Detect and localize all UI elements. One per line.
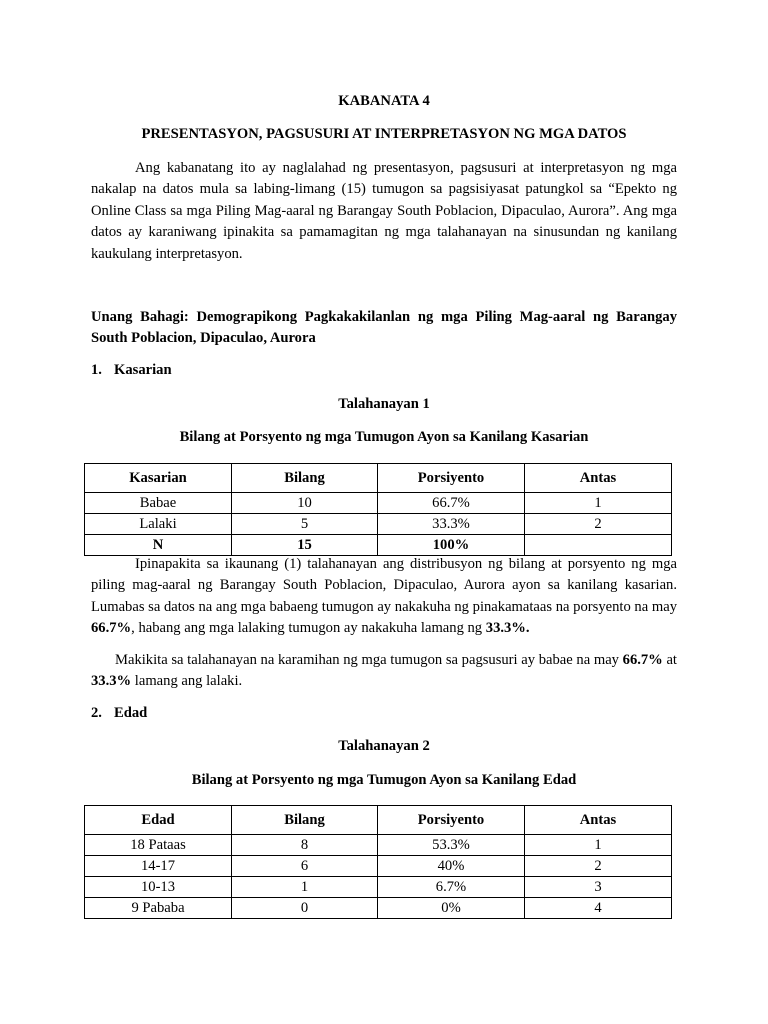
section-heading-edad: [91, 705, 147, 722]
table-row: [85, 835, 672, 856]
table-edad: [84, 805, 672, 919]
table-cell: 100%: [378, 535, 525, 556]
table-caption-2: Bilang at Porsyento ng mga Tumugon Ayon sa Kanilang Edad: [191, 772, 577, 788]
table-cell: 40%: [378, 856, 525, 877]
section-number: 2.: [91, 705, 102, 721]
table-cell: 10-13: [85, 877, 232, 898]
table-cell: 18 Pataas: [85, 835, 232, 856]
section-title: Edad: [114, 705, 148, 721]
table-kasarian: [84, 463, 672, 556]
table-cell: 33.3%: [378, 514, 525, 535]
paragraph-text: Makikita sa talahanayan na karamihan ng mga tumugon sa pagsusuri ay babae na may: [115, 652, 623, 668]
column-header: Porsiyento: [378, 464, 525, 493]
highlighted-value: 66.7%: [91, 620, 132, 637]
table-caption-1: Bilang at Porsyento ng mga Tumugon Ayon sa Kanilang Kasarian: [179, 429, 589, 445]
table-row: [85, 877, 672, 898]
table-cell: 15: [232, 535, 378, 556]
table-header-row: [85, 464, 672, 493]
table-cell: 66.7%: [378, 493, 525, 514]
column-header: Bilang: [232, 806, 378, 835]
table-cell: 2: [525, 856, 672, 877]
table-cell: 2: [525, 514, 672, 535]
table-cell: 1: [525, 493, 672, 514]
table-cell: Lalaki: [85, 514, 232, 535]
table-cell: 10: [232, 493, 378, 514]
table-cell: 1: [525, 835, 672, 856]
table-row: [85, 514, 672, 535]
table-cell: 9 Pababa: [85, 898, 232, 919]
table-cell: 0%: [378, 898, 525, 919]
table-cell: 4: [525, 898, 672, 919]
table-cell: 5: [232, 514, 378, 535]
section-title: Kasarian: [114, 362, 172, 378]
table-cell: 1: [232, 877, 378, 898]
intro-paragraph: Ang kabanatang ito ay naglalahad ng presentasyon, pagsusuri at interpretasyon ng mga nakalap na datos mula sa labing-limang (15) tumugon sa pagsisiyasat patungkol sa “Epekto ng Online Class sa mga Piling Mag-aaral ng Barangay South Poblacion, Dipaculao, Aurora”. Ang mga datos ay karaniwang ipinakita sa pamamagitan ng mga talahanayan na sinusundan ng kanilang kaukulang interpretasyon.: [91, 160, 677, 262]
table-header-row: [85, 806, 672, 835]
column-header: Edad: [85, 806, 232, 835]
column-header: Antas: [525, 806, 672, 835]
part-heading: Unang Bahagi: Demograpikong Pagkakakilanlan ng mga Piling Mag-aaral ng Barangay South Poblacion, Dipaculao, Aurora: [91, 309, 677, 347]
table-cell: 53.3%: [378, 835, 525, 856]
table-total-row: [85, 535, 672, 556]
highlighted-value: 33.3%.: [485, 620, 530, 637]
interpretation-paragraph-2: [91, 650, 677, 693]
chapter-title: KABANATA 4: [338, 93, 430, 109]
table-cell: 14-17: [85, 856, 232, 877]
highlighted-value: 66.7%: [622, 652, 663, 668]
section-heading-kasarian: [91, 362, 172, 379]
paragraph-text: lamang ang lalaki.: [131, 673, 243, 690]
table-cell: 6.7%: [378, 877, 525, 898]
paragraph-text: Ipinapakita sa ikaunang (1) talahanayan ang distribusyon ng bilang at porsyento ng mga piling mag-aaral ng Barangay South Poblacion, Dipaculao, Aurora ayon sa kanilang kasarian. Lumabas sa datos na ang mga babaeng tumugon ay nakakuha ng pinakamataas na porsyento na may: [91, 556, 677, 615]
table-label-1: Talahanayan 1: [338, 396, 430, 412]
column-header: Antas: [525, 464, 672, 493]
table-row: [85, 856, 672, 877]
table-label-2: Talahanayan 2: [338, 738, 430, 754]
table-cell: 8: [232, 835, 378, 856]
column-header: Kasarian: [85, 464, 232, 493]
paragraph-text: , habang ang mga lalaking tumugon ay nakakuha lamang ng: [131, 620, 486, 637]
table-cell: N: [85, 535, 232, 556]
table-cell: 6: [232, 856, 378, 877]
paragraph-text: at: [662, 652, 677, 668]
section-number: 1.: [91, 362, 102, 378]
table-row: [85, 898, 672, 919]
table-cell: Babae: [85, 493, 232, 514]
table-cell: 3: [525, 877, 672, 898]
interpretation-paragraph-1: [91, 554, 677, 640]
table-cell: [525, 535, 672, 556]
highlighted-value: 33.3%: [91, 673, 132, 690]
column-header: Bilang: [232, 464, 378, 493]
chapter-subtitle: PRESENTASYON, PAGSUSURI AT INTERPRETASYON NG MGA DATOS: [141, 126, 627, 142]
table-row: [85, 493, 672, 514]
table-cell: 0: [232, 898, 378, 919]
column-header: Porsiyento: [378, 806, 525, 835]
